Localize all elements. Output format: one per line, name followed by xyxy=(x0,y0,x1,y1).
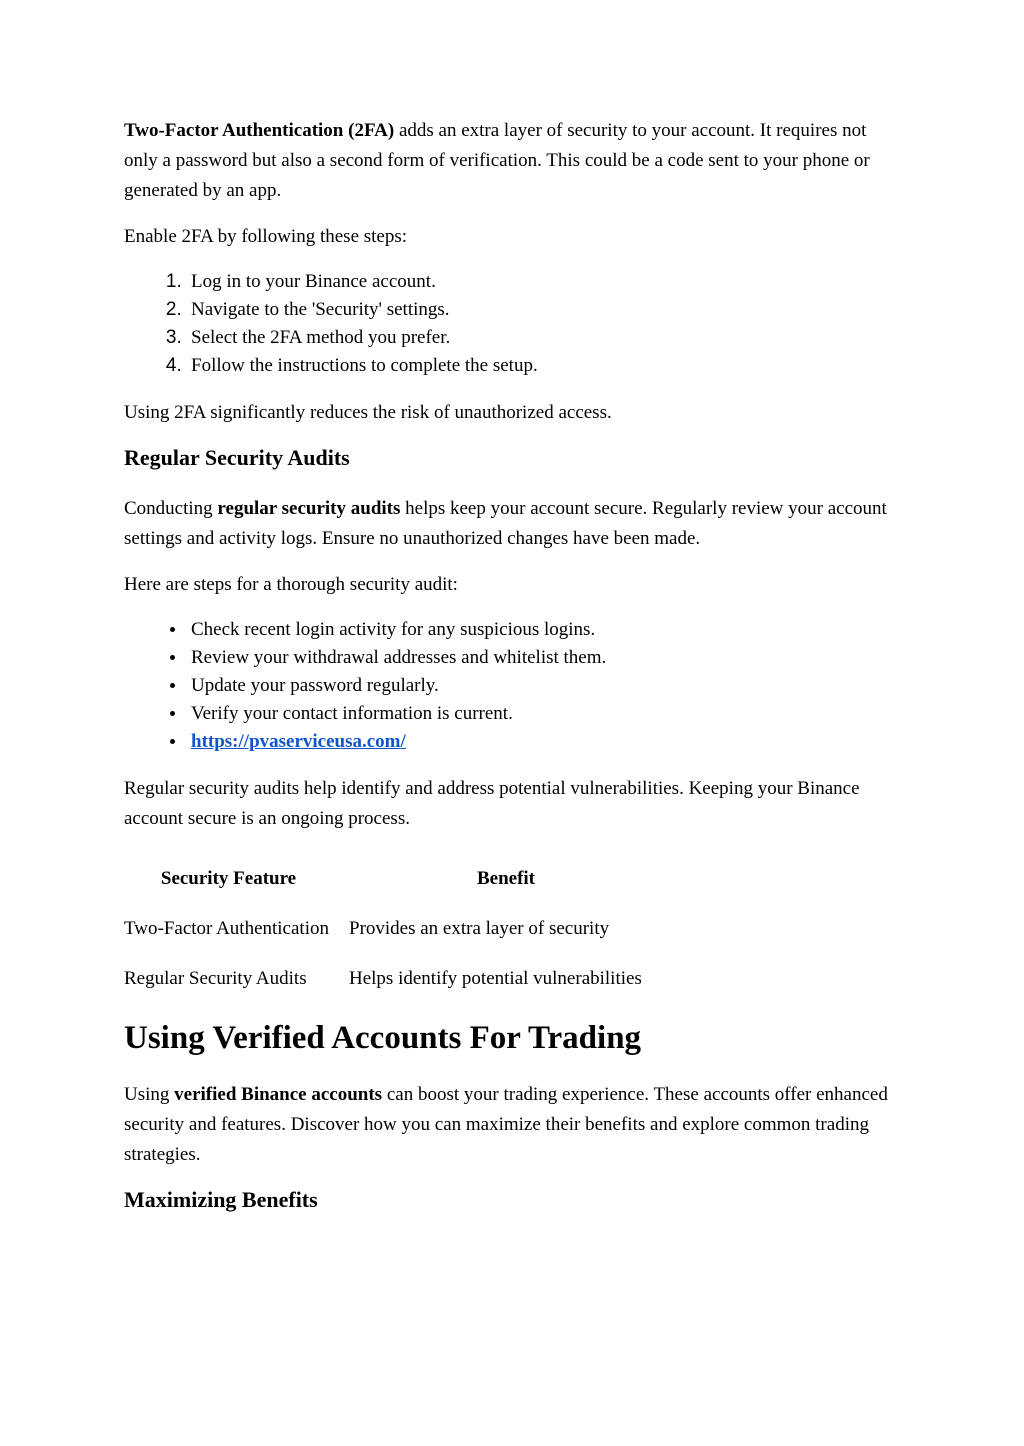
table-row xyxy=(116,904,671,954)
closing-paragraph: Regular security audits help identify and address potential vulnerabilities. Keeping your Binance account secure is an ongoing process. xyxy=(124,778,860,829)
audits-paragraph xyxy=(124,494,897,554)
audits-rest: helps keep your account secure. Regularly review your account settings and activity logs. Ensure no unauthorized changes have been made. xyxy=(124,498,887,549)
audit-item-link xyxy=(187,728,897,756)
audits-lead: Conducting xyxy=(124,498,218,519)
intro-rest: adds an extra layer of security to your account. It requires not only a password but also a second form of verification. This could be a code sent to your phone or generated by an app. xyxy=(124,120,870,201)
audits-bold: regular security audits xyxy=(217,498,401,519)
table-header-security-feature: Security Feature xyxy=(160,868,297,889)
audit-item-2: • Review your withdrawal addresses and whitelist them. xyxy=(187,644,897,672)
pvaserviceusa-link[interactable]: https://pvaserviceusa.com/ xyxy=(191,731,406,752)
step-item-3: 3. Select the 2FA method you prefer. xyxy=(187,324,897,352)
enable-2fa-steps-list xyxy=(124,268,897,380)
step-item-4: 4. Follow the instructions to complete the setup. xyxy=(187,352,897,380)
table-header-row xyxy=(116,854,671,904)
audit-item-1: • Check recent login activity for any suspicious logins. xyxy=(187,616,897,644)
maximizing-benefits-heading: Maximizing Benefits xyxy=(124,1187,318,1212)
intro-paragraph xyxy=(124,116,897,206)
trading-bold: verified Binance accounts xyxy=(174,1084,383,1105)
enable-2fa-line: Enable 2FA by following these steps: xyxy=(124,226,408,247)
table-cell-benefit-audits: Helps identify potential vulnerabilities xyxy=(349,968,642,989)
regular-security-audits-heading: Regular Security Audits xyxy=(124,445,350,470)
table-cell-feature-2fa: Two-Factor Authentication xyxy=(124,918,329,939)
security-features-table xyxy=(116,854,671,1004)
trading-lead: Using xyxy=(124,1084,175,1105)
table-cell-feature-audits: Regular Security Audits xyxy=(124,968,307,989)
table-header-benefit: Benefit xyxy=(476,868,536,889)
intro-bold-lead: Two-Factor Authentication (2FA) xyxy=(124,120,395,141)
audit-item-4: • Verify your contact information is current. xyxy=(187,700,897,728)
audit-steps-line: Here are steps for a thorough security audit: xyxy=(124,574,458,595)
step-item-1: 1. Log in to your Binance account. xyxy=(187,268,897,296)
using-verified-accounts-heading: Using Verified Accounts For Trading xyxy=(124,1020,642,1056)
step-item-2: 2. Navigate to the 'Security' settings. xyxy=(187,296,897,324)
table-row xyxy=(116,954,671,1004)
trading-rest: can boost your trading experience. These accounts offer enhanced security and features. Discover how you can maximize their benefits and explore common trading strategies. xyxy=(124,1084,888,1165)
trading-paragraph xyxy=(124,1080,897,1170)
table-cell-benefit-2fa: Provides an extra layer of security xyxy=(349,918,610,939)
using-2fa-line: Using 2FA significantly reduces the risk of unauthorized access. xyxy=(124,402,612,423)
audit-item-3: • Update your password regularly. xyxy=(187,672,897,700)
audit-steps-list xyxy=(124,616,897,756)
